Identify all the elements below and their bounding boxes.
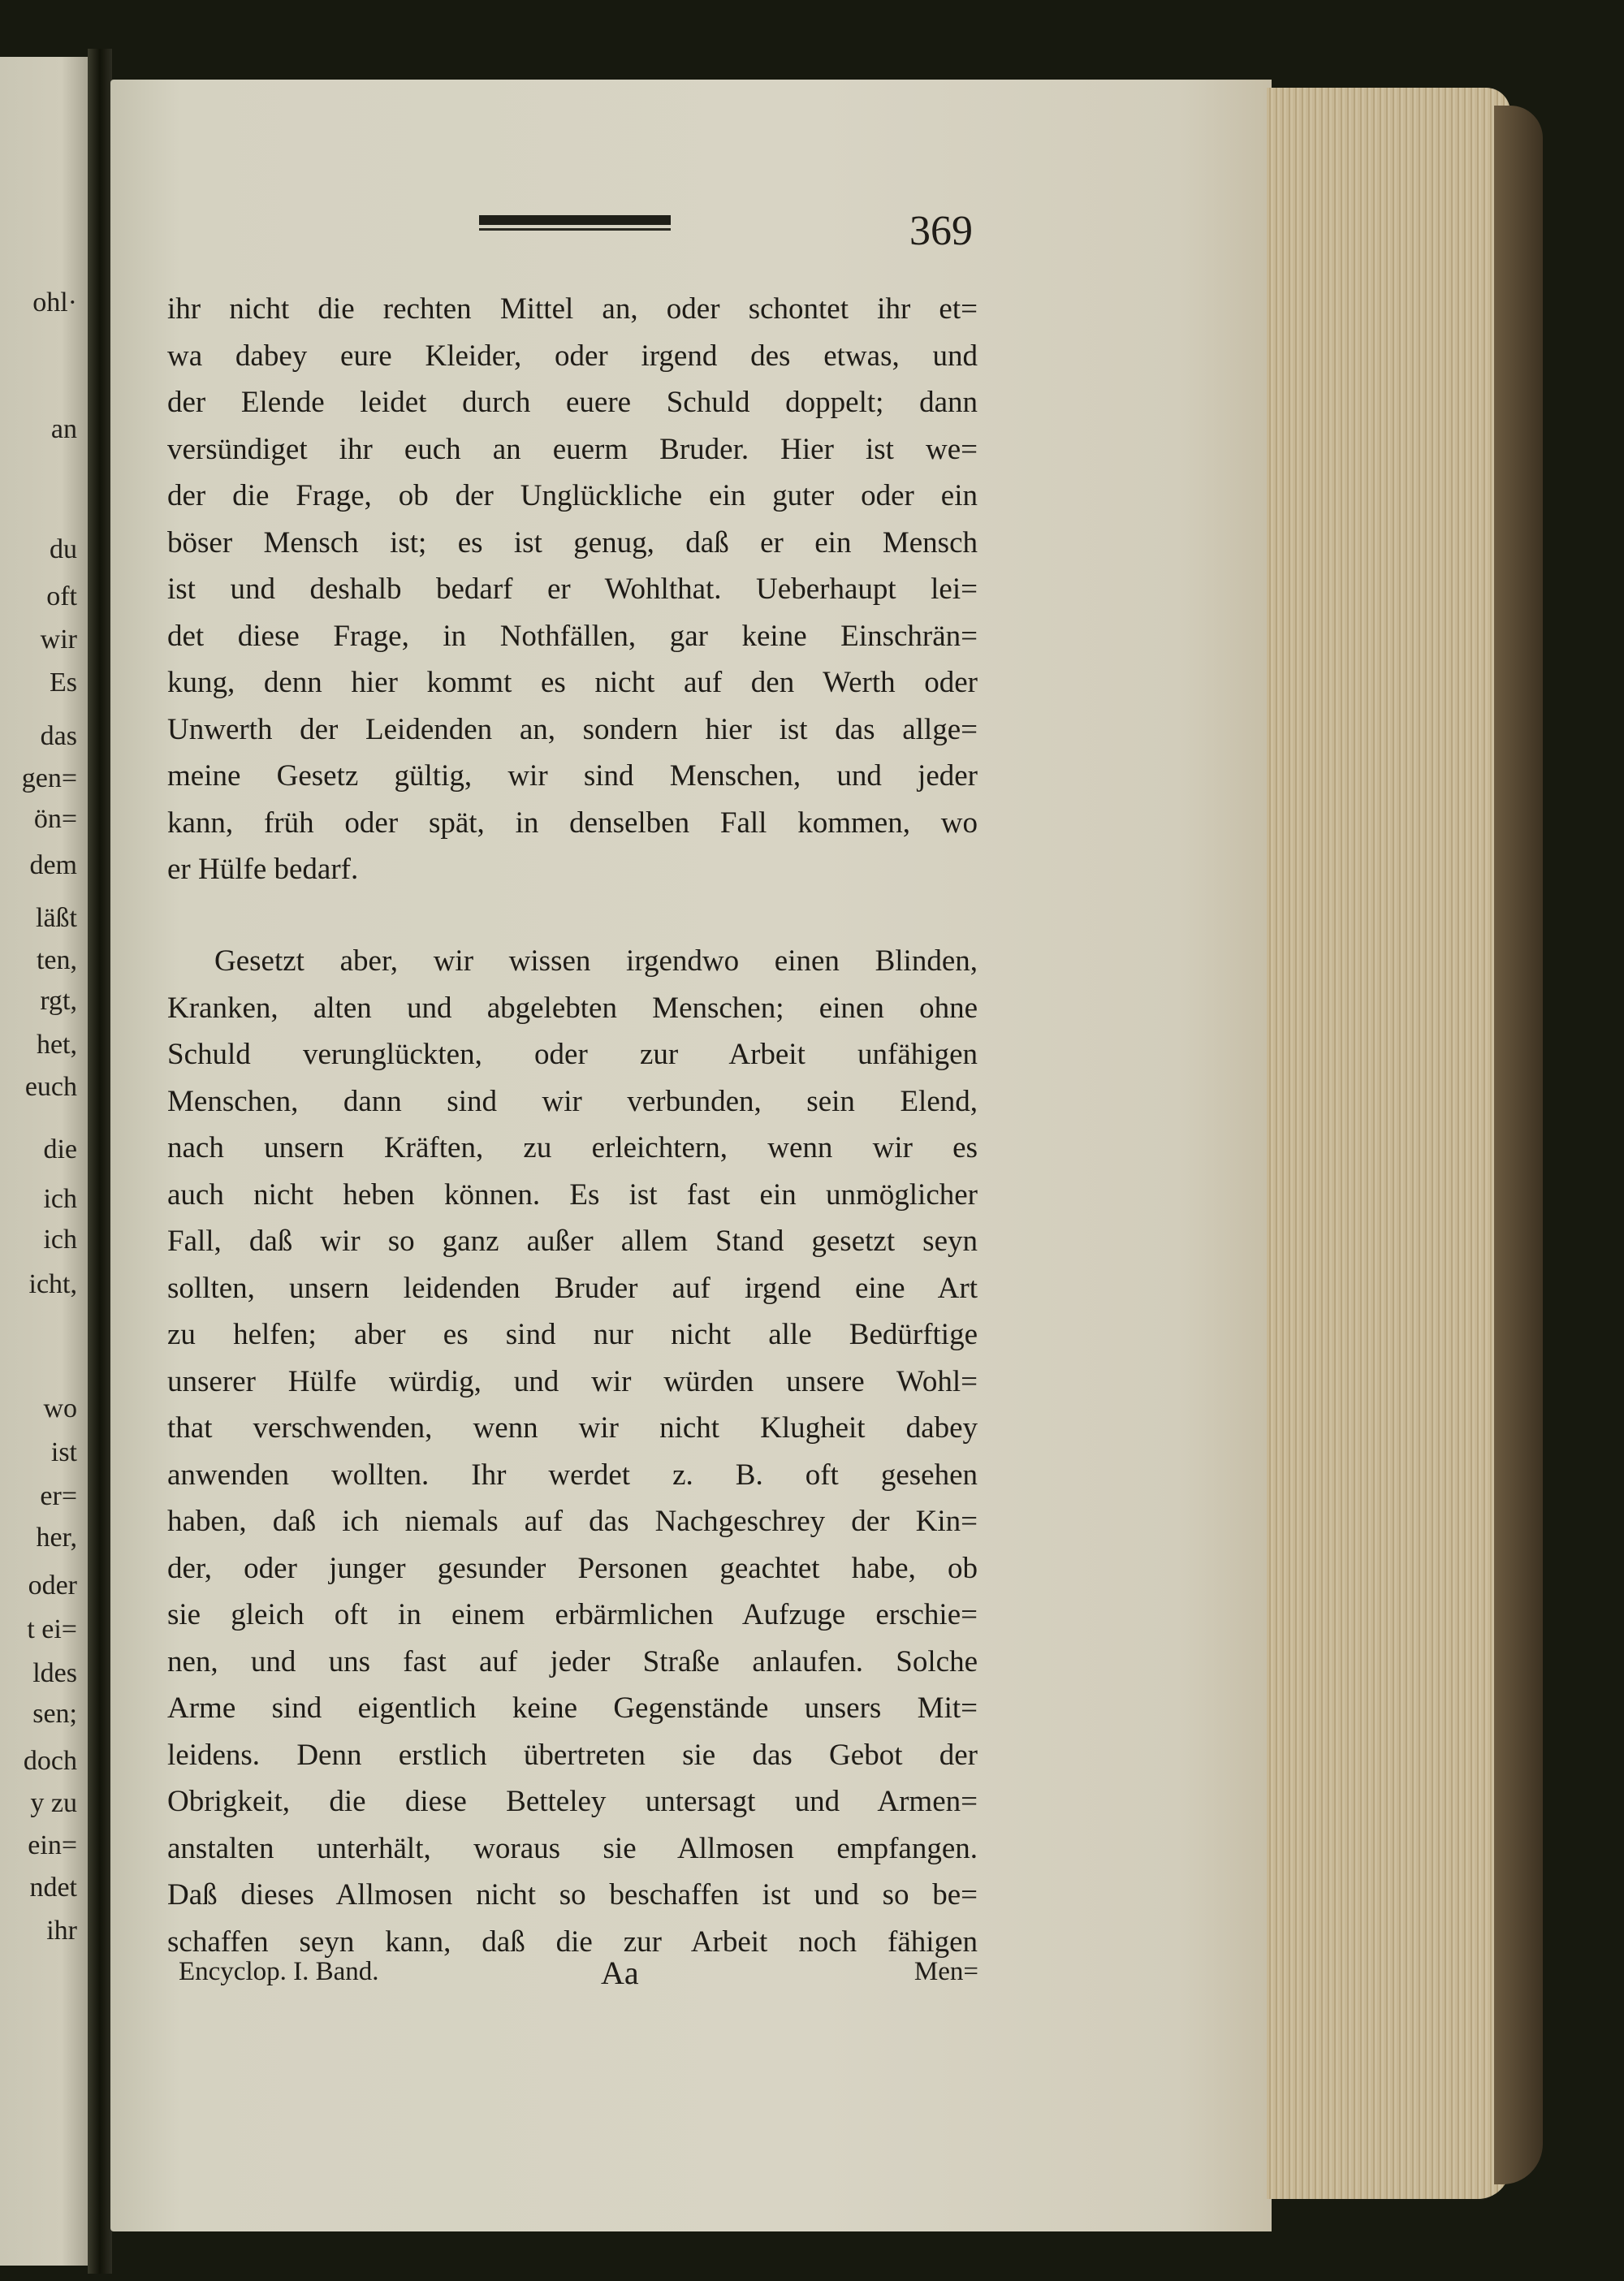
text-line: nen, und uns fast auf jeder Straße anlaufen. Solche xyxy=(167,1644,978,1678)
left-page-fragment: du xyxy=(50,534,77,564)
text-line: zu helfen; aber es sind nur nicht alle Bedürftige xyxy=(167,1318,978,1351)
book-cover-edge xyxy=(1494,106,1543,2184)
text-line: ist und deshalb bedarf er Wohlthat. Ueberhaupt lei= xyxy=(167,572,978,606)
text-line: wa dabey eure Kleider, oder irgend des etwas, und xyxy=(167,339,978,373)
text-line: böser Mensch ist; es ist genug, daß er ein Mensch xyxy=(167,525,978,559)
text-line: versündiget ihr euch an euerm Bruder. Hier ist we= xyxy=(167,432,978,466)
left-page-fragment: oft xyxy=(46,581,77,611)
header-rule-thin xyxy=(479,228,671,231)
text-line: anstalten unterhält, woraus sie Allmosen empfangen. xyxy=(167,1831,978,1865)
text-line: der Elende leidet durch euere Schuld doppelt; dann xyxy=(167,386,978,419)
catchword: Men= xyxy=(914,1957,978,1986)
text-line: leidens. Denn erstlich übertreten sie das Gebot der xyxy=(167,1738,978,1772)
text-line: Arme sind eigentlich keine Gegenstände unsers Mit= xyxy=(167,1691,978,1725)
left-page-fragment: ihr xyxy=(46,1916,77,1946)
signature-title: Encyclop. I. Band. xyxy=(179,1957,379,1986)
text-line: haben, daß ich niemals auf das Nachgeschrey der Kin= xyxy=(167,1505,978,1538)
left-page-fragment: an xyxy=(50,414,77,444)
left-page-fragment: dem xyxy=(29,850,77,880)
paragraph-2 xyxy=(167,938,978,1965)
left-page-fragment: Es xyxy=(50,667,77,698)
left-page-fragment: gen= xyxy=(21,763,77,793)
text-line: anwenden wollten. Ihr werdet z. B. oft gesehen xyxy=(167,1458,978,1492)
left-page-fragment: wir xyxy=(40,624,77,654)
text-line: Schuld verunglückten, oder zur Arbeit unfähigen xyxy=(167,1038,978,1071)
text-line: Daß dieses Allmosen nicht so beschaffen ist und so be= xyxy=(167,1878,978,1912)
left-page-fragment: rgt, xyxy=(40,986,77,1016)
text-line: kann, früh oder spät, in denselben Fall kommen, wo xyxy=(167,806,978,840)
left-page-fragment: ich xyxy=(43,1225,77,1255)
text-line: nach unsern Kräften, zu erleichtern, wenn wir es xyxy=(167,1131,978,1164)
left-page-fragment: het, xyxy=(36,1030,77,1060)
left-page-fragment: er= xyxy=(40,1481,77,1511)
left-page-fragment: doch xyxy=(23,1746,77,1776)
text-line: Menschen, dann sind wir verbunden, sein Elend, xyxy=(167,1084,978,1118)
left-page-fragment: t ei= xyxy=(27,1614,77,1644)
left-page-fragment: wo xyxy=(43,1393,77,1423)
left-page-fragment: ldes xyxy=(32,1658,77,1688)
text-line: meine Gesetz gültig, wir sind Menschen, und jeder xyxy=(167,759,978,793)
text-line: der, oder junger gesunder Personen geachtet habe, ob xyxy=(167,1551,978,1585)
left-page-fragment: läßt xyxy=(36,903,77,933)
left-page-fragment: oder xyxy=(28,1570,77,1601)
text-line: sie gleich oft in einem erbärmlichen Aufzuge erschie= xyxy=(167,1598,978,1631)
left-page-fragment: ndet xyxy=(29,1873,77,1903)
text-line: schaffen seyn kann, daß die zur Arbeit noch fähigen xyxy=(167,1925,978,1959)
text-line: er Hülfe bedarf. xyxy=(167,853,359,886)
page-footer xyxy=(179,1957,978,2002)
left-page-fragment: das xyxy=(40,721,77,751)
text-line: Kranken, alten und abgelebten Menschen; einen ohne xyxy=(167,991,978,1025)
text-line: that verschwenden, wenn wir nicht Klugheit dabey xyxy=(167,1411,978,1445)
left-page-fragment: ist xyxy=(50,1437,77,1467)
left-page-fragment: ön= xyxy=(33,804,77,834)
left-page-fragment: die xyxy=(43,1134,77,1164)
signature-mark: Aa xyxy=(601,1955,639,1991)
page-number: 369 xyxy=(909,208,973,254)
text-line: der die Frage, ob der Unglückliche ein guter oder ein xyxy=(167,479,978,512)
text-line: det diese Frage, in Nothfällen, gar keine Einschrän= xyxy=(167,619,978,653)
left-page-fragment: ten, xyxy=(36,945,77,975)
text-line: Unwerth der Leidenden an, sondern hier ist das allge= xyxy=(167,712,978,746)
text-line: ihr nicht die rechten Mittel an, oder schontet ihr et= xyxy=(167,292,978,326)
left-page-fragment: sen; xyxy=(32,1699,77,1729)
left-page-fragment: ein= xyxy=(28,1830,77,1860)
text-line: Obrigkeit, die diese Betteley untersagt und Armen= xyxy=(167,1785,978,1818)
text-line: sollten, unsern leidenden Bruder auf irgend eine Art xyxy=(167,1271,978,1305)
left-page-fragment: euch xyxy=(24,1072,77,1102)
text-line: Gesetzt aber, wir wissen irgendwo einen Blinden, xyxy=(214,944,978,978)
page-edges-stack xyxy=(1267,88,1510,2199)
header-rule xyxy=(479,215,671,225)
left-page-fragment: ich xyxy=(43,1184,77,1214)
paragraph-1 xyxy=(167,286,978,893)
left-page-fragment: ohl· xyxy=(32,287,77,318)
text-line: auch nicht heben können. Es ist fast ein unmöglicher xyxy=(167,1177,978,1212)
text-line: kung, denn hier kommt es nicht auf den Werth oder xyxy=(167,666,978,699)
book-gutter xyxy=(88,49,112,2274)
left-page-fragment: her, xyxy=(36,1523,77,1553)
left-page-fragment: y zu xyxy=(30,1788,77,1818)
text-line: unserer Hülfe würdig, und wir würden unsere Wohl= xyxy=(167,1364,978,1398)
left-page-fragment: icht, xyxy=(28,1269,77,1299)
text-line: Fall, daß wir so ganz außer allem Stand gesetzt seyn xyxy=(167,1225,978,1258)
